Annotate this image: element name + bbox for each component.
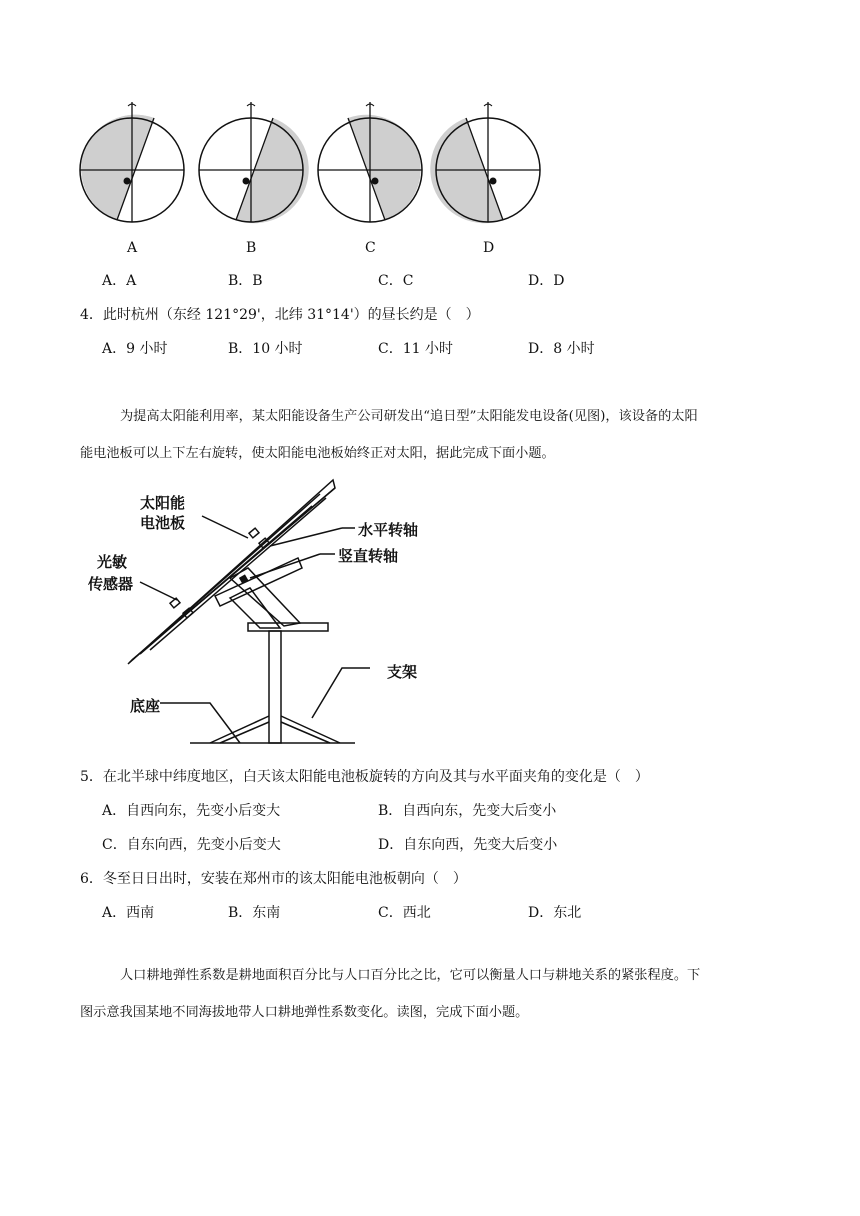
- q5-option-a[interactable]: A．自西向东，先变小后变大: [102, 803, 281, 819]
- label-solar-panel-1: 太阳能: [140, 494, 186, 512]
- diagram-c: [318, 102, 422, 222]
- q3-option-b[interactable]: B．B: [228, 273, 263, 289]
- q6-option-d[interactable]: D．东北: [528, 905, 582, 921]
- q6-option-a[interactable]: A．西南: [102, 905, 155, 921]
- q4-stem: 4．此时杭州（东经 121°29'，北纬 31°14'）的昼长约是（ ）: [80, 307, 480, 323]
- q5-option-b[interactable]: B．自西向东，先变大后变小: [378, 803, 557, 819]
- label-sensor-2: 传感器: [88, 575, 134, 593]
- passage-solar: [80, 398, 800, 472]
- q4-option-b[interactable]: B．10 小时: [228, 341, 303, 357]
- q3-option-d[interactable]: D．D: [528, 273, 565, 289]
- label-horizontal-axis: 水平转轴: [358, 521, 419, 539]
- label-solar-panel-2: 电池板: [140, 514, 186, 532]
- diagram-b: [199, 102, 309, 223]
- label-base: 底座: [130, 697, 161, 715]
- q4-option-c[interactable]: C．11 小时: [378, 341, 453, 357]
- q3-option-c[interactable]: C．C: [378, 273, 414, 289]
- diagram-label-c: C: [365, 240, 376, 256]
- label-vertical-axis: 竖直转轴: [338, 547, 399, 565]
- diagram-label-b: B: [246, 240, 257, 256]
- passage-farmland-line1: 人口耕地弹性系数是耕地面积百分比与人口百分比之比，它可以衡量人口与耕地关系的紧张程度。下: [120, 968, 701, 983]
- passage-solar-line1: 为提高太阳能利用率，某太阳能设备生产公司研发出“追日型”太阳能发电设备(见图)，该设备的太阳: [120, 409, 698, 424]
- diagram-label-d: D: [483, 240, 495, 256]
- q5-stem: 5．在北半球中纬度地区，白天该太阳能电池板旋转的方向及其与水平面夹角的变化是（ ）: [80, 769, 649, 785]
- q6-option-c[interactable]: C．西北: [378, 905, 431, 921]
- q3-option-a[interactable]: A．A: [102, 273, 137, 289]
- q3-earth-diagrams: [70, 98, 550, 268]
- diagram-a: [80, 102, 184, 222]
- q4-option-a[interactable]: A．9 小时: [102, 341, 168, 357]
- diagram-label-a: A: [127, 240, 138, 256]
- label-sensor-1: 光敏: [97, 553, 128, 571]
- diagram-d: [430, 102, 540, 223]
- passage-farmland: [80, 957, 800, 1031]
- q5-option-c[interactable]: C．自东向西，先变小后变大: [102, 837, 281, 853]
- q6-stem: 6．冬至日日出时，安装在郑州市的该太阳能电池板朝向（ ）: [80, 871, 467, 887]
- passage-solar-line2: 能电池板可以上下左右旋转，使太阳能电池板始终正对太阳，据此完成下面小题。: [80, 446, 555, 461]
- q6-option-b[interactable]: B．东南: [228, 905, 281, 921]
- passage-farmland-line2: 图示意我国某地不同海拔地带人口耕地弹性系数变化。读图，完成下面小题。: [80, 1005, 529, 1020]
- label-bracket: 支架: [387, 663, 418, 681]
- q4-option-d[interactable]: D．8 小时: [528, 341, 595, 357]
- q5-option-d[interactable]: D．自东向西，先变大后变小: [378, 837, 558, 853]
